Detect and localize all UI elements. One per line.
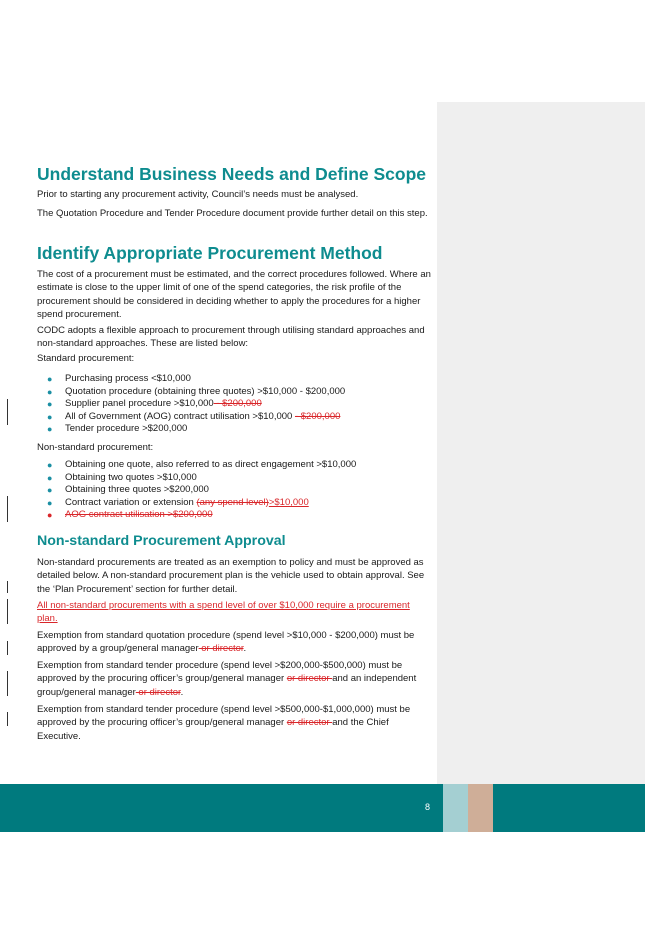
page-number: 8: [424, 802, 430, 812]
list-item: ● Obtaining three quotes >$200,000: [47, 484, 209, 496]
change-bar: [7, 671, 8, 696]
change-bar: [7, 581, 8, 593]
list-item: ● Supplier panel procedure >$10,000 - $200,000: [47, 398, 262, 410]
approval-paragraph-inserted: All non-standard procurements with a spend level of over $10,000 require a procurement plan.: [37, 600, 410, 625]
list-item: ● Purchasing process <$10,000: [47, 373, 191, 384]
method-paragraph-2: CODC adopts a flexible approach to procurement through utilising standard approaches and non-standard approaches. These are listed below:: [37, 325, 425, 350]
list-item: ● Quotation procedure (obtaining three quotes) >$10,000 - $200,000: [47, 385, 346, 397]
inserted-text: >$10,000: [268, 496, 309, 508]
deleted-text: - $200,000: [213, 398, 262, 410]
bullet-icon: ●: [47, 411, 53, 422]
change-bar: [7, 399, 8, 425]
footer-accent-tan: [468, 784, 493, 832]
comment-pane: [437, 102, 645, 784]
bullet-icon: ●: [47, 472, 53, 483]
standard-procurement-list: [37, 373, 345, 436]
approval-paragraph-tender-large: Exemption from standard tender procedure (spend level >$500,000-$1,000,000) must be approved by the procuring officer’s group/general manager or director and the Chief Executive.: [37, 704, 411, 742]
bullet-icon: ●: [47, 424, 53, 435]
change-bar: [7, 599, 8, 624]
bullet-icon: ●: [47, 374, 53, 384]
list-item: ● All of Government (AOG) contract utilisation >$10,000 - $200,000: [47, 410, 341, 422]
list-item: ● Obtaining one quote, also referred to as direct engagement >$10,000: [47, 459, 357, 470]
bullet-icon: ●: [47, 485, 53, 496]
change-bar: [7, 641, 8, 655]
heading-define-scope: Understand Business Needs and Define Scope: [37, 164, 426, 184]
bullet-icon: ●: [47, 497, 53, 508]
bullet-icon: ●: [47, 386, 53, 397]
change-bar: [7, 712, 8, 726]
standard-procurement-label: Standard procurement:: [37, 353, 135, 364]
list-item: ● Tender procedure >$200,000: [47, 423, 188, 435]
list-item: ● Contract variation or extension (any spend level)>$10,000: [47, 496, 309, 508]
deleted-list-item: ● AOG contract utilisation >$200,000: [47, 509, 213, 521]
heading-nonstandard-approval: Non-standard Procurement Approval: [37, 533, 286, 549]
scope-paragraph-2: The Quotation Procedure and Tender Procedure document provide further detail on this step.: [37, 208, 428, 219]
list-item: ● Obtaining two quotes >$10,000: [47, 471, 197, 483]
nonstandard-procurement-list: [37, 459, 356, 522]
approval-paragraph-1: Non-standard procurements are treated as an exemption to policy and must be approved as detailed below. A non-standard procurement plan is the vehicle used to obtain approval. See the ‘Plan Procurement’ section for further detail.: [37, 557, 425, 595]
footer-accent-light: [443, 784, 468, 832]
bullet-icon: ●: [47, 510, 53, 521]
approval-paragraph-tender: Exemption from standard tender procedure (spend level >$200,000-$500,000) must be approved by the procuring officer’s group/general manager or director and an independent group/general manager or director.: [37, 660, 417, 698]
change-bar: [7, 496, 8, 522]
bullet-icon: ●: [47, 460, 53, 470]
deleted-text: (any spend level): [196, 496, 269, 508]
approval-paragraph-quotation: Exemption from standard quotation procedure (spend level >$10,000 - $200,000) must be approved by a group/general manager or director.: [37, 630, 415, 655]
scope-paragraph-1: Prior to starting any procurement activity, Council’s needs must be analysed.: [37, 189, 359, 200]
bullet-icon: ●: [47, 399, 53, 410]
nonstandard-procurement-label: Non-standard procurement:: [37, 442, 154, 453]
heading-procurement-method: Identify Appropriate Procurement Method: [37, 243, 383, 263]
method-paragraph-1: The cost of a procurement must be estimated, and the correct procedures followed. Where an estimate is close to the upper limit of one of the spend categories, the risk profile of the procurement should be considered in deciding whether to apply the procedures for a higher spend procurement.: [37, 269, 431, 320]
footer-band: [0, 784, 645, 832]
deleted-text: - $200,000: [294, 410, 341, 422]
